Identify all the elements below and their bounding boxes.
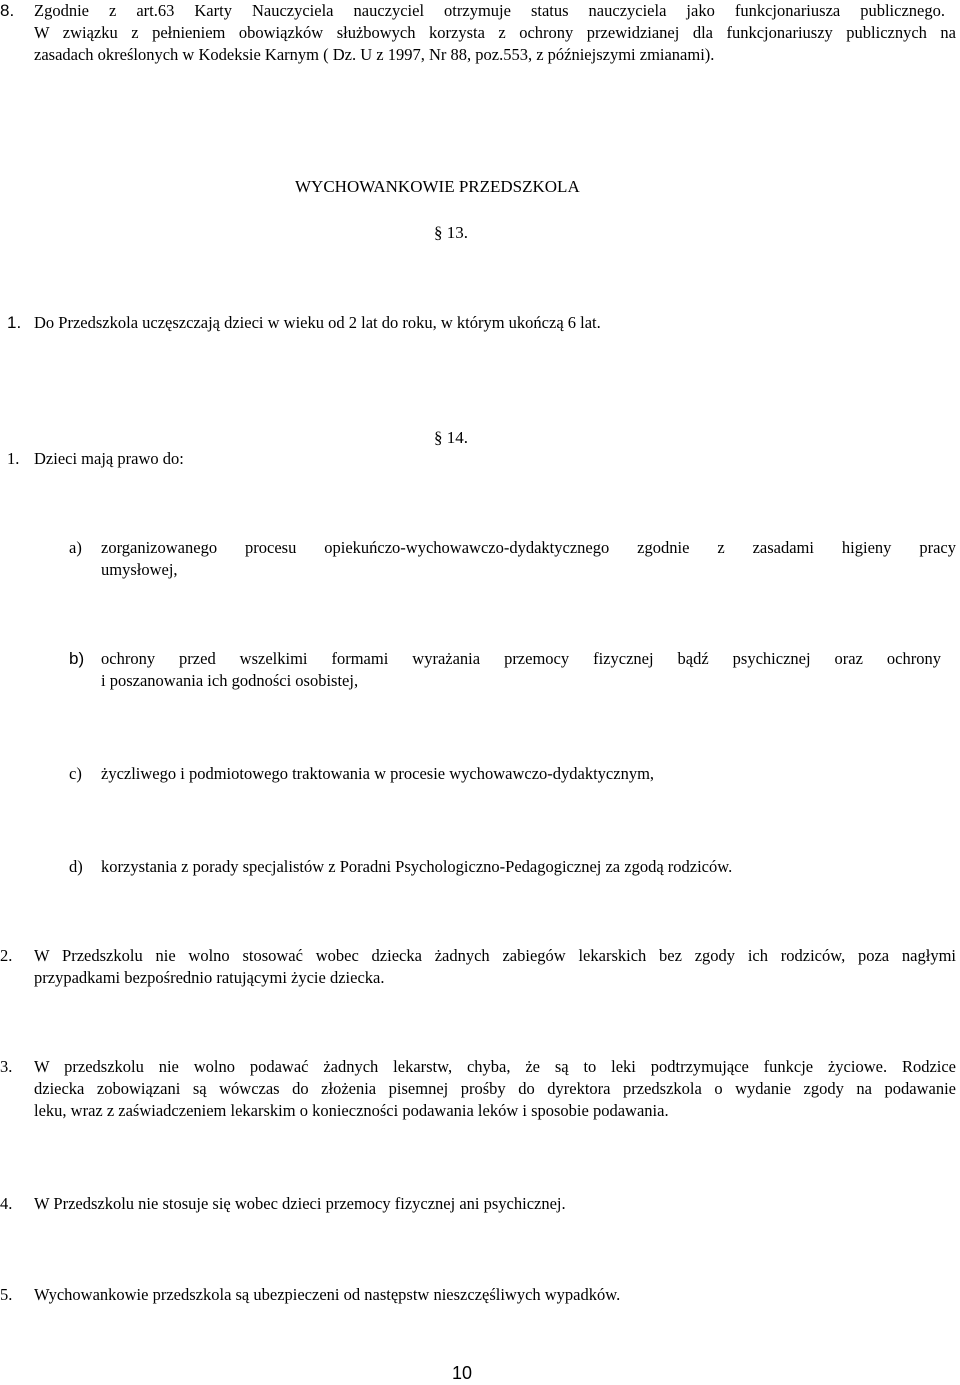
item-text-line: leku, wraz z zaświadczeniem lekarskim o konieczności podawania leków i sposobie podawania. (34, 1101, 669, 1120)
item-text-line: i poszanowania ich godności osobistej, (101, 671, 359, 690)
item-text-line: życzliwego i podmiotowego traktowania w procesie wychowawczo-dydaktycznym, (101, 764, 655, 783)
page-number: 10 (452, 1363, 473, 1383)
item-number: 8. (0, 1, 15, 20)
item-text-line: Wychowankowie przedszkola są ubezpieczeni od następstw nieszczęśliwych wypadków. (34, 1285, 621, 1304)
paragraph-heading (434, 222, 468, 244)
item-letter: b) (69, 649, 85, 668)
section-heading: WYCHOWANKOWIE PRZEDSZKOLA (295, 177, 580, 196)
item-text-line: W przedszkolu nie wolno podawać żadnych lekarstw, chyba, że są to leki podtrzymujące funkcje życiowe. Rodzice (34, 1057, 956, 1076)
item-number: 2. (0, 946, 13, 965)
item-text: Dzieci mają prawo do: (34, 449, 184, 468)
section-sign: § (434, 223, 443, 242)
item-text-line: zasadach określonych w Kodeksie Karnym ( Dz. U z 1997, Nr 88, poz.553, z późniejszymi zmianami). (34, 45, 715, 64)
item-number: 5. (0, 1285, 13, 1304)
item-text-line: przypadkami bezpośrednio ratującymi życie dziecka. (34, 968, 385, 987)
item-text-line: umysłowej, (101, 560, 178, 579)
paragraph-label: 13. (446, 223, 468, 242)
item-letter: c) (69, 764, 82, 783)
item-text-line: Zgodnie z art.63 Karty Nauczyciela nauczyciel otrzymuje status nauczyciela jako funkcjonariusza publicznego. (34, 1, 945, 20)
item-text-line: W Przedszkolu nie wolno stosować wobec dziecka żadnych zabiegów lekarskich bez zgody ich rodziców, poza nagłymi (34, 946, 956, 965)
item-text-line: ochrony przed wszelkimi formami wyrażania przemocy fizycznej bądź psychicznej oraz ochrony (101, 649, 941, 668)
item-text-line: zorganizowanego procesu opiekuńczo-wychowawczo-dydaktycznego zgodnie z zasadami higieny pracy (101, 538, 956, 557)
item-text-line: W związku z pełnieniem obowiązków służbowych korzysta z ochrony przewidzianej dla funkcjonariuszy publicznych na (34, 23, 956, 42)
item-letter: d) (69, 857, 83, 876)
item-number: 1. (7, 313, 22, 332)
section-sign: § (434, 428, 443, 447)
paragraph-heading (434, 427, 468, 449)
item-number: 4. (0, 1194, 13, 1213)
paragraph-label: 14. (446, 428, 468, 447)
item-text-line: dziecka zobowiązani są wówczas do złożenia pisemnej prośby do dyrektora przedszkola o wydanie zgody na podawanie (34, 1079, 956, 1098)
item-number: 1. (7, 449, 20, 468)
item-text-line: korzystania z porady specjalistów z Poradni Psychologiczno-Pedagogicznej za zgodą rodziców. (101, 857, 733, 876)
item-number: 3. (0, 1057, 13, 1076)
item-letter: a) (69, 538, 82, 557)
item-text-line: W Przedszkolu nie stosuje się wobec dzieci przemocy fizycznej ani psychicznej. (34, 1194, 566, 1213)
item-text: Do Przedszkola uczęszczają dzieci w wieku od 2 lat do roku, w którym ukończą 6 lat. (34, 313, 601, 332)
